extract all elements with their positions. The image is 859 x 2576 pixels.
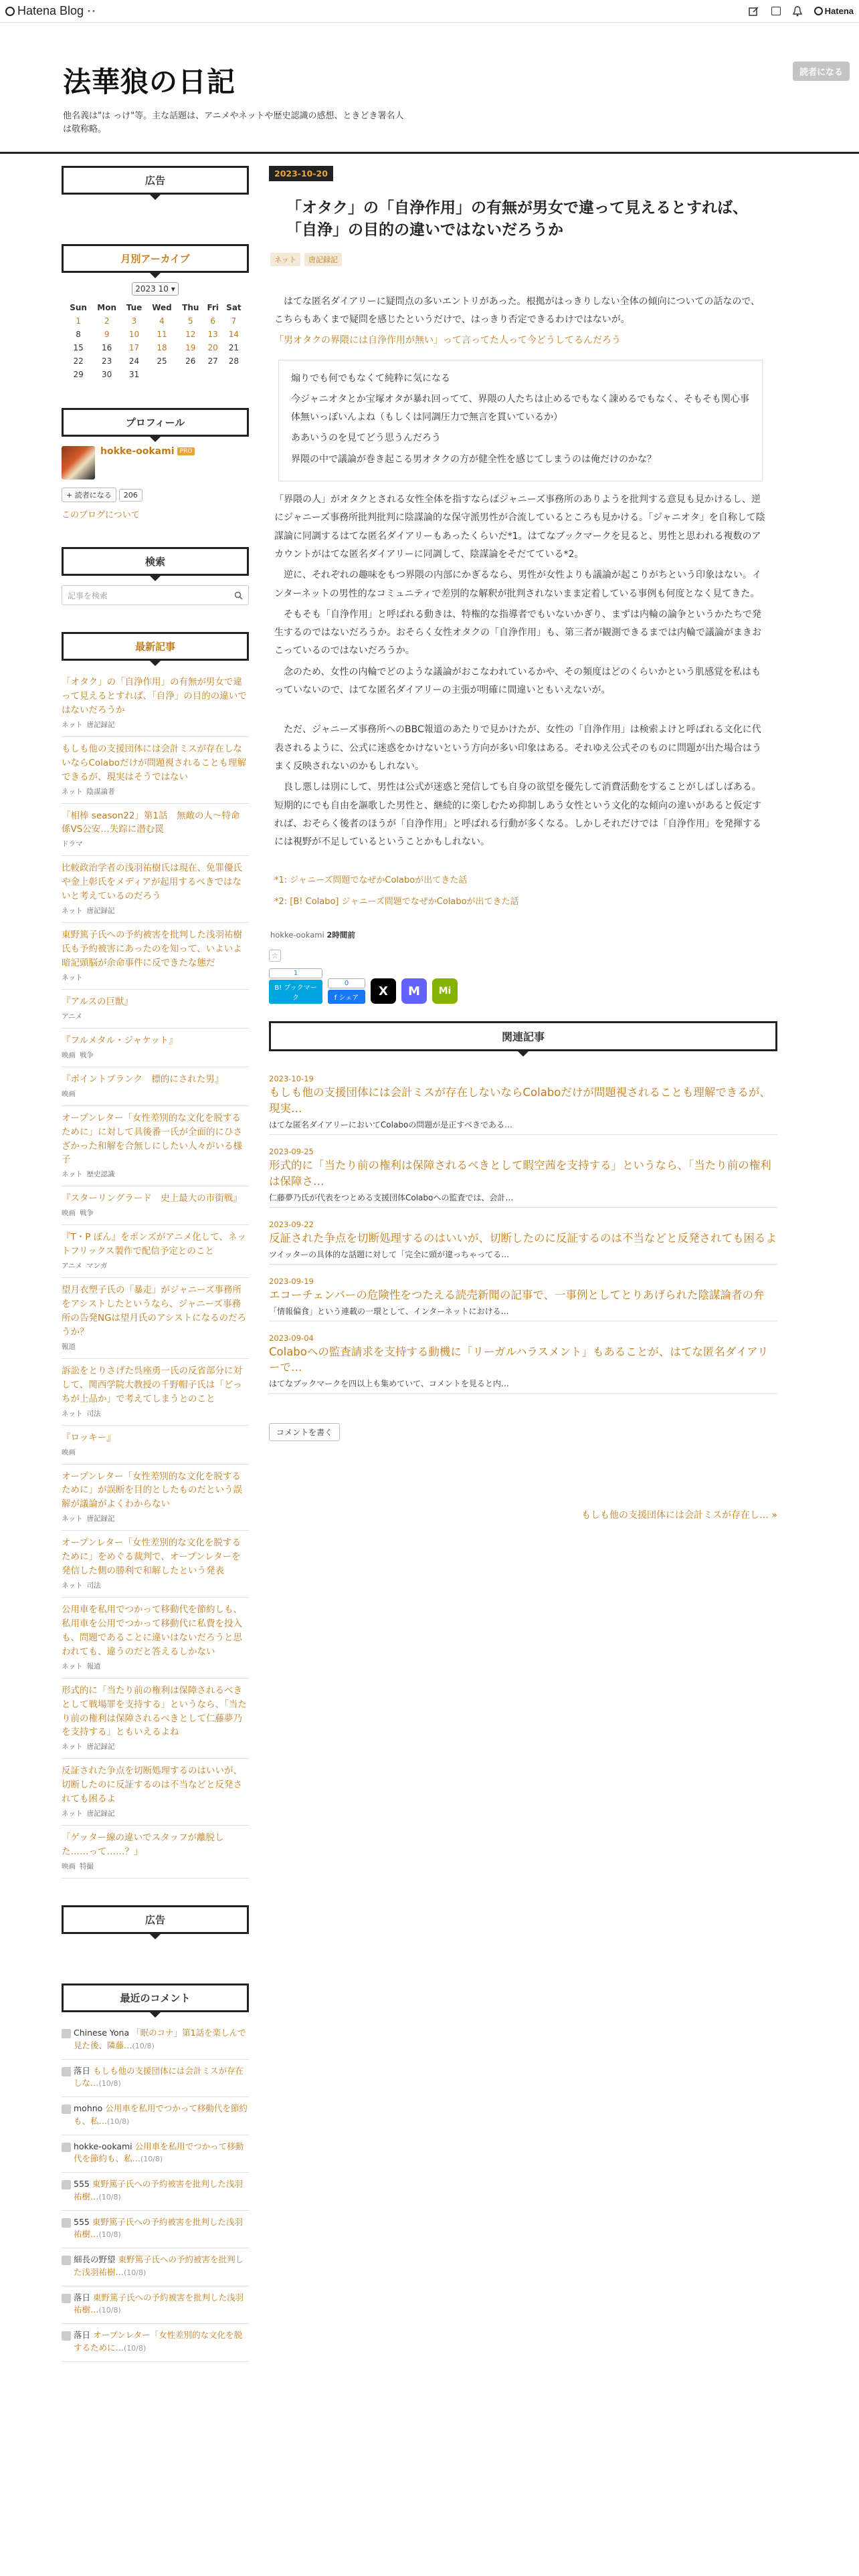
entry-body — [269, 293, 769, 911]
recent-entry — [62, 737, 249, 804]
hatena-blog-logo-text: Hatena Blog — [17, 4, 84, 17]
comment-entry-link[interactable]: 東野篤子氏への予約被害を批判した浅羽祐樹… — [74, 2292, 244, 2315]
hatena-account-icon — [814, 7, 823, 15]
related-entry-title[interactable]: エコーチェンバーの危険性をつたえる読売新聞の記事で、一事例としてとりあげられた陰謀論者の弁 — [269, 1288, 765, 1301]
recent-comment — [62, 2022, 249, 2060]
comment-date: (10/8) — [132, 2041, 155, 2050]
entry-footer — [269, 930, 777, 940]
recent-entry-category[interactable]: アニメ — [62, 1012, 82, 1021]
related-entry-summary: 仁藤夢乃氏が代表をつとめる支援団体Colaboへの監査では、会計… — [269, 1192, 514, 1202]
quote-line: 煽りでも何でもなくて純粋に気になる — [291, 372, 450, 384]
recent-entry-categories — [62, 1408, 249, 1418]
entry-category[interactable]: ネット — [270, 253, 300, 266]
recent-entry-category[interactable]: 司法 — [86, 1409, 101, 1418]
facebook-count[interactable]: 0 — [328, 978, 365, 988]
recent-entry-categories — [62, 1169, 249, 1179]
related-entry-title[interactable]: Colaboへの監査請求を支持する動機に「リーガルハラスメント」もあることが、はてな匿名ダイアリーで… — [269, 1345, 769, 1374]
recent-entry-category[interactable]: 唐記録記 — [86, 720, 115, 729]
commenter-avatar — [62, 2067, 71, 2076]
recent-entry-category[interactable]: 報道 — [62, 1342, 76, 1351]
commenter-avatar — [62, 2256, 71, 2265]
related-heading: 関連記事 — [269, 1021, 777, 1051]
comment-entry-link[interactable]: もしも他の支援団体には会計ミスが存在しな… — [74, 2065, 244, 2088]
recent-entry — [62, 1225, 249, 1278]
month-select-value: 2023 10 — [135, 284, 169, 294]
recent-entry-categories — [62, 1741, 249, 1751]
recent-entry-link[interactable]: 比較政治学者の浅羽祐樹氏は現在、免罪優氏や金上彰氏をメディアが起用するべきではないと考えているのだろう — [62, 863, 242, 902]
star-add-icon[interactable]: ☆ — [269, 950, 281, 962]
recent-entry-category[interactable]: ネット — [62, 1409, 83, 1418]
commenter-name: mohno — [74, 2103, 103, 2114]
logo-dots: • • — [88, 7, 95, 15]
profile-module — [62, 408, 249, 520]
sidebar-ad-module — [62, 166, 249, 217]
recent-entry-category[interactable]: ネット — [62, 1743, 83, 1751]
recent-comments-module — [62, 1983, 249, 2362]
recent-comment — [62, 2324, 249, 2362]
edit-icon[interactable] — [749, 6, 759, 17]
comments-heading: 最近のコメント — [62, 1983, 249, 2012]
calendar-day — [222, 368, 246, 381]
recent-comment — [62, 2097, 249, 2135]
calendar-day: 16 — [102, 343, 112, 352]
calendar-day[interactable]: 2 — [104, 316, 110, 326]
calendar-day — [177, 368, 203, 381]
recent-heading: 最新記事 — [62, 632, 249, 661]
entry-paragraph: そもそも「自浄作用」と呼ばれる動きは、特権的な指導者でもいないかぎり、まずは内輪の論争というかたちで発生するのではないだろうか。おそらく女性オタクの「自浄作用」も、第三者が観測できるまでは内輪で議論がまきおこっているのではないだろうか。 — [274, 609, 761, 657]
recent-entry — [62, 1531, 249, 1598]
recent-entry — [62, 1106, 249, 1187]
calendar-day: 26 — [185, 356, 196, 366]
comment-date: (10/8) — [98, 2230, 121, 2240]
calendar-day[interactable]: 1 — [76, 316, 81, 326]
x-share-icon[interactable]: X — [371, 978, 396, 1004]
commenter-avatar — [62, 2180, 71, 2189]
calendar-day: 23 — [102, 356, 112, 366]
recent-entry — [62, 1679, 249, 1759]
comment-entry-link[interactable]: 「眠のコナ」第1話を楽しんで見た後、隣藤… — [74, 2028, 246, 2050]
search-placeholder: 記事を検索 — [68, 591, 108, 601]
recent-entry-link[interactable]: もしも他の支援団体には会計ミスが存在しないならColaboだけが問題視されることも理解できるが、現実はそうではない — [62, 743, 247, 782]
recent-entry-link[interactable]: 『ポイントブランク 標的にされた男』 — [62, 1073, 224, 1085]
calendar-day[interactable]: 12 — [185, 330, 196, 339]
recent-entry — [62, 856, 249, 923]
month-select[interactable]: 2023 10 ▾ — [132, 282, 179, 296]
commenter-name: 落日 — [74, 2330, 91, 2341]
calendar-day[interactable]: 10 — [128, 330, 140, 339]
reader-list-icon[interactable] — [771, 7, 781, 15]
recent-entry-category[interactable]: 唐記録記 — [86, 1743, 115, 1751]
recent-entry-link[interactable]: オープンレター「女性差別的な文化を脱するために」に対して具後番一氏が全面的にひさざかった和解を合無しにしたい人々がいる様子 — [62, 1112, 242, 1166]
recent-comment — [62, 2060, 249, 2098]
calendar-day: 15 — [73, 343, 84, 352]
misskey-share-icon[interactable]: Mi — [432, 978, 458, 1004]
recent-entry-category[interactable]: 特撮 — [80, 1862, 94, 1871]
recent-list — [62, 670, 249, 1879]
recent-entry-category[interactable]: 唐記録記 — [86, 1515, 115, 1523]
related-entry-summary: 「情報偏食」という連載の一環として、インターネットにおける… — [269, 1306, 509, 1316]
entry-categories — [270, 253, 777, 266]
comment-list — [62, 2022, 249, 2362]
recent-entry-link[interactable]: オープンレター「女性差別的な文化を脱するために」をめぐる裁判で、オープンレターを発信した側の勝利で和解したという発表 — [62, 1537, 241, 1577]
blog-description: 他名義は"は っけ"等。主な話題は、アニメやネットや歴史認識の感想、ときどき署名人は敬称略。 — [63, 111, 404, 134]
entry-paragraph: ただ、ジャニーズ事務所へのBBC報道のあたりで見かけたが、女性の「自浄作用」は検索よけと呼ばれる文化に代表されるように、公式に迷惑をかけないという方向が多い印象はある。それゆえ公式そのものに問題が出た場合はうまく反映されないのかもしれない。 — [274, 724, 761, 772]
commenter-avatar — [62, 2029, 71, 2038]
recent-entry — [62, 1029, 249, 1067]
related-entry-summary: ツイッターの具体的な話題に対して「完全に頭が違っちゃってる… — [269, 1249, 510, 1259]
footnotes — [274, 871, 769, 911]
recent-entry-category[interactable]: ドラマ — [62, 840, 83, 849]
recent-entry-categories — [62, 1580, 249, 1590]
calendar-day[interactable]: 18 — [157, 343, 167, 352]
related-entry-date[interactable]: 2023-10-19 — [269, 1074, 314, 1083]
related-entry — [269, 1321, 777, 1394]
recent-entry-categories — [62, 972, 249, 982]
calendar-weekday: Thu — [182, 303, 199, 312]
calendar-day[interactable]: 3 — [131, 316, 137, 326]
recent-entry-categories — [62, 1208, 249, 1218]
next-entry-link[interactable]: もしも他の支援団体には会計ミスが存在し… » — [581, 1510, 777, 1521]
commenter-name: 555 — [74, 2216, 90, 2227]
calendar-weekday: Sun — [70, 303, 87, 312]
pro-badge: PRO — [177, 447, 195, 455]
facebook-share-button[interactable]: f シェア — [328, 990, 365, 1004]
recent-entry-category[interactable]: 司法 — [86, 1582, 101, 1590]
calendar-weekday: Tue — [126, 303, 142, 312]
recent-entry-link[interactable]: 反証された争点を切断処理するのはいいが、切断したのに反証するのは不当などと反発されても困るよ — [62, 1765, 242, 1805]
related-entry-date[interactable]: 2023-09-25 — [269, 1146, 314, 1156]
recent-entry-link[interactable]: 『フルメタル・ジャケット』 — [62, 1035, 178, 1046]
ad-space-2 — [62, 1943, 249, 1957]
profile-heading: プロフィール — [62, 408, 249, 437]
calendar-day: 21 — [228, 343, 240, 352]
commenter-avatar — [62, 2105, 71, 2114]
recent-entry-category[interactable]: 報道 — [86, 1662, 101, 1671]
search-module — [62, 547, 249, 605]
entry-date[interactable]: 2023-10-20 — [269, 166, 333, 181]
recent-entry-category[interactable]: 映画 — [62, 1862, 76, 1871]
recent-entry-category[interactable]: アニメ — [62, 1262, 82, 1271]
recent-entry-link[interactable]: 『T・P ぼん』をポンズがアニメ化して、ネットフリックス製作で配信予定とのこと — [62, 1232, 246, 1257]
sidebar — [62, 166, 249, 2389]
recent-comment — [62, 2248, 249, 2286]
hatena-logo-icon — [5, 7, 15, 16]
calendar-weekday: Fri — [207, 303, 219, 312]
author-link[interactable]: hokke-ookami — [270, 930, 324, 940]
quote-line: 界隈の中で議論が巻き起こる男オタクの方が健全性を感じてしまうのは俺だけのかな？ — [291, 453, 656, 465]
archive-calendar — [65, 301, 246, 381]
comment-date: (10/8) — [98, 2306, 121, 2315]
related-entry — [269, 1062, 777, 1135]
related-entry — [269, 1265, 777, 1321]
recent-entry-category[interactable]: 唐記録記 — [86, 907, 115, 916]
calendar-day: 29 — [73, 370, 84, 379]
related-entry-title[interactable]: 形式的に「当たり前の権利は保障されるべきとして暇空茜を支持する」というなら、「当たり前の権利は保障さ… — [269, 1158, 771, 1188]
recent-entry-categories — [62, 1447, 249, 1457]
avatar[interactable] — [62, 446, 95, 479]
calendar-day[interactable]: 17 — [128, 343, 140, 352]
calendar-day: 25 — [157, 356, 167, 366]
hatena-account-label: Hatena — [824, 6, 854, 16]
related-entry — [269, 1135, 777, 1208]
search-icon[interactable] — [234, 591, 243, 600]
write-comment-button[interactable]: コメントを書く — [269, 1423, 340, 1441]
calendar-day[interactable]: 13 — [207, 330, 218, 339]
commenter-name: Chinese Yona — [74, 2028, 130, 2038]
recent-entry-categories — [62, 839, 249, 849]
commenter-avatar — [62, 2143, 71, 2152]
commenter-name: 細長の野望 — [74, 2254, 116, 2265]
comment-entry-link[interactable]: 公用車を私用でつかって移動代を節約も、私… — [74, 2103, 248, 2126]
recent-comment — [62, 2135, 249, 2173]
comment-entry-link[interactable]: 東野篤子氏への予約被害を批判した浅羽祐樹… — [74, 2179, 243, 2202]
recent-entry-category[interactable]: ネット — [62, 787, 83, 796]
recent-comment — [62, 2211, 249, 2249]
calendar-weekday: Mon — [97, 303, 117, 312]
related-entry-summary: はてなブックマークを四以上も集めていて、コメントを見ると内… — [269, 1379, 509, 1389]
recent-entry-category[interactable]: マンガ — [86, 1262, 108, 1271]
recent-entry-category[interactable]: ネット — [62, 1582, 83, 1590]
ad-space — [62, 204, 249, 217]
quote-line: ああいうのを見てどう思うんだろう — [291, 433, 441, 444]
recent-entry-categories — [62, 1861, 249, 1871]
hatena-blog-logo[interactable] — [5, 4, 95, 18]
source-link[interactable]: 「男オタクの界隈には自浄作用が無い」って言ってた人って今どうしてるんだろう — [274, 335, 621, 346]
hatena-account-link[interactable] — [814, 6, 854, 16]
main-content — [269, 166, 777, 1521]
subscribe-small-button[interactable]: + 読者になる — [62, 488, 116, 502]
recent-entry — [62, 670, 249, 737]
recent-entry — [62, 990, 249, 1029]
calendar-day: 24 — [128, 356, 140, 366]
commenter-name: 555 — [74, 2179, 90, 2189]
calendar-weekday: Sat — [226, 303, 242, 312]
blockquote — [278, 360, 763, 481]
comment-entry-link[interactable]: オープンレター「女性差別的な文化を脱するために… — [74, 2330, 243, 2353]
comment-entry-link[interactable]: 東野篤子氏への予約被害を批判した浅羽祐樹… — [74, 2216, 243, 2240]
calendar-day — [204, 368, 222, 381]
calendar-day: 31 — [128, 370, 140, 379]
recent-entry-category[interactable]: ネット — [62, 973, 83, 982]
comment-date: (10/8) — [98, 2192, 121, 2202]
entry-paragraph: 「界隈の人」がオタクとされる女性全体を指すならばジャニーズ事務所のありようを批判する意見も見かけるし、逆にジャニーズ事務所批判批判に陰謀論的な保守派男性が合流しているところも見かける。「ジャニオタ」を自称して陰謀論に同調するはてな匿名ダイアリーもあったくらいだ*1。はてなブックマークを見ると、男性と思われる複数のアカウントがはてな匿名ダイアリーに同調して、陰謀論をそだてている*2。 — [274, 494, 765, 560]
entry-time[interactable]: 2時間前 — [326, 930, 355, 940]
comment-entry-link[interactable]: 公用車を私用でつかって移動代を節約も、私… — [74, 2141, 244, 2164]
comment-entry-link[interactable]: 東野篤子氏への予約被害を批判した浅羽祐樹… — [74, 2254, 244, 2277]
recent-entry-category[interactable]: 映画 — [62, 1089, 76, 1098]
related-entry-summary: はてな匿名ダイアリーにおいてColaboの問題が是正すべきである… — [269, 1119, 513, 1130]
related-entry — [269, 1208, 777, 1265]
recent-entry-category[interactable]: ネット — [62, 1810, 83, 1818]
comment-date: (10/8) — [98, 2079, 121, 2088]
comment-date: (10/8) — [124, 2268, 147, 2277]
calendar-day[interactable]: 19 — [185, 343, 196, 352]
subscribe-button[interactable]: 読者になる — [793, 62, 850, 81]
calendar-day[interactable]: 11 — [157, 330, 167, 339]
search-input[interactable] — [62, 585, 249, 605]
blog-header — [0, 23, 859, 154]
calendar-day — [147, 368, 177, 381]
recent-entry-category[interactable]: 映画 — [62, 1448, 76, 1457]
recent-comment — [62, 2173, 249, 2211]
recent-entry-categories — [62, 1011, 249, 1021]
recent-entry-link[interactable]: オープンレター「女性差別的な文化を脱するために」が誤断を目的としたものだという誤解が議論がよくわからない — [62, 1471, 242, 1510]
recent-entry-categories — [62, 1513, 249, 1523]
archive-module — [62, 244, 249, 381]
entry-paragraph: 良し悪しは別にして、男性は公式が迷惑と発信しても自身の欲望を優先して消費活動をすることがしばしばある。短期的にでも自由を謳歌した男性と、継続的に楽しむため抑制しあう女性という文化的な傾向の違いがあると仮定すれば、おそらく後者のほうが「自浄作用」と呼ばれる行動が多くなる。しかしそれだけでは「自浄作用」を発揮するには視野が不足しているということかもしれない。 — [274, 782, 761, 848]
recent-entry-link[interactable]: 訴訟をとりさげた呉座勇一氏の反省部分に対して、関西学院大教授の千野帽子氏は「どっちが上品か」で考えてしまうとのこと — [62, 1365, 242, 1404]
notification-icon[interactable] — [793, 6, 802, 17]
recent-entry-category[interactable]: 映画 — [62, 1051, 76, 1059]
profile-name[interactable]: hokke-ookami — [100, 446, 175, 457]
recent-entry — [62, 1826, 249, 1879]
ad-heading: 広告 — [62, 166, 249, 195]
calendar-day[interactable]: 20 — [207, 343, 218, 352]
recent-entry — [62, 1759, 249, 1826]
calendar-day[interactable]: 7 — [231, 316, 237, 326]
recent-entry-link[interactable]: 公用車を私用でつかって移動代を節約しも、私用車を公用でつかって移動代に私費を投入も、問題であることに違いはないだろうと思われても、違うのだと答えるしかない — [62, 1604, 242, 1657]
calendar-day[interactable]: 4 — [159, 316, 165, 326]
related-entry-date[interactable]: 2023-09-22 — [269, 1219, 314, 1229]
entry-category[interactable]: 唐記録記 — [304, 253, 342, 266]
related-entry-date[interactable]: 2023-09-04 — [269, 1333, 314, 1343]
recent-entry-link[interactable]: 「ゲッター線の違いでスタッフが離脱した……って……？」 — [62, 1832, 224, 1858]
recent-entry-categories — [62, 720, 249, 730]
entry-title[interactable]: 「オタク」の「自浄作用」の有無が男女で違って見えるとすれば、「自浄」の目的の違いではないだろうか — [286, 199, 748, 239]
calendar-day: 28 — [228, 356, 240, 366]
footnote-link[interactable]: *1: ジャニーズ問題でなぜかColaboが出てきた話 — [274, 875, 468, 886]
recent-entry-link[interactable]: 東野篤子氏への予約被害を批判した浅羽祐樹氏も予約被害にあったのを知って、いよいよ暗記頭脳が余命事件に反できたな態だ — [62, 930, 242, 968]
comment-date: (10/8) — [140, 2155, 163, 2164]
recent-entry-link[interactable]: 「オタク」の「自浄作用」の有無が男女で違って見えるとすれば、「自浄」の目的の違いではないだろうか — [62, 677, 247, 716]
recent-entry — [62, 1359, 249, 1426]
entry-paragraph: 逆に、それぞれの趣味をもつ界隈の内部にかぎるなら、男性が女性よりも議論が起こりがちという印象はない。インターネットの男性的なコミュニティで差別的な解釈が批判されないまま定着している事例も何度となく見てきた。 — [274, 570, 761, 599]
recent-entry-link[interactable]: 『ロッキー』 — [62, 1432, 116, 1443]
calendar-day: 30 — [102, 370, 112, 379]
hatena-topbar — [0, 0, 859, 23]
reader-count[interactable]: 206 — [119, 489, 142, 502]
recent-entry-categories — [62, 1808, 249, 1818]
recent-entry-category[interactable]: 戦争 — [80, 1051, 94, 1059]
related-entry-date[interactable]: 2023-09-19 — [269, 1276, 314, 1286]
recent-comment — [62, 2286, 249, 2325]
commenter-avatar — [62, 2294, 71, 2303]
recent-entries-module — [62, 632, 249, 1879]
recent-entry-link[interactable]: 形式的に「当たり前の権利は保障されるべきとして戦場罪を支持する」というなら、「当たり前の権利は保障されるべきとして仁藤夢乃を支持する」ともいえるよね — [62, 1685, 247, 1738]
recent-entry-category[interactable]: 陰謀論者 — [86, 787, 115, 796]
related-entry-title[interactable]: もしも他の支援団体には会計ミスが存在しないならColaboだけが問題視されることも理解できるが、現実… — [269, 1086, 771, 1115]
recent-entry — [62, 804, 249, 857]
archive-heading: 月別アーカイブ — [62, 244, 249, 273]
recent-entry — [62, 1426, 249, 1465]
recent-entry-link[interactable]: 『スターリングラード 史上最大の市街戦』 — [62, 1193, 242, 1204]
commenter-avatar — [62, 2218, 71, 2228]
recent-entry — [62, 1465, 249, 1531]
recent-entry-category[interactable]: 歴史認識 — [86, 1170, 115, 1179]
hatena-bookmark-count[interactable]: 1 — [269, 968, 322, 978]
recent-entry-link[interactable]: 「相棒 season22」第1話 無敵の人〜特命係VS公安…失踪に潜む罠 — [62, 810, 240, 835]
calendar-day[interactable]: 6 — [210, 316, 215, 326]
recent-entry-categories — [62, 1261, 249, 1271]
calendar-day: 22 — [73, 356, 84, 366]
recent-entry-categories — [62, 1050, 249, 1060]
calendar-weekday: Wed — [152, 303, 172, 312]
recent-entry-categories — [62, 1089, 249, 1099]
recent-entry — [62, 1598, 249, 1679]
recent-entry-link[interactable]: 『アルスの巨獣』 — [62, 996, 134, 1007]
recent-entry-category[interactable]: ネット — [62, 1662, 83, 1671]
hatena-bookmark-button[interactable]: B! ブックマーク — [269, 980, 322, 1004]
related-list — [269, 1062, 777, 1394]
recent-entry-category[interactable]: ネット — [62, 720, 83, 729]
recent-entry-categories — [62, 786, 249, 796]
comment-date: (10/8) — [124, 2343, 147, 2353]
entry-paragraph: はてな匿名ダイアリーに疑問点の多いエントリがあった。根拠がはっきりしない全体の傾向についての話なので、こちらもあくまで疑問を感じたというだけで、はっきり否定できるわけではないが。 — [274, 296, 761, 325]
recent-entry-categories — [62, 905, 249, 916]
commenter-name: hokke-ookami — [74, 2141, 132, 2151]
sidebar-ad-module-2 — [62, 1905, 249, 1957]
recent-entry-category[interactable]: 戦争 — [80, 1209, 94, 1218]
recent-entry-category[interactable]: ネット — [62, 1170, 83, 1179]
commenter-avatar — [62, 2331, 71, 2341]
mastodon-share-icon[interactable]: M — [401, 978, 427, 1004]
calendar-day[interactable]: 14 — [228, 330, 240, 339]
recent-entry-category[interactable]: ネット — [62, 907, 83, 916]
footnote-link[interactable]: *2: [B! Colabo] ジャニーズ問題でなぜかColaboが出てきた話 — [274, 896, 519, 907]
recent-entry-categories — [62, 1661, 249, 1671]
quote-line: 今ジャニオタとか宝塚オタが暴れ回ってて、界隈の人たちは止めるでもなく諌めるでもなく、そもそも関心事体無いっぽいんよね（もしくは同調圧力で無言を貫いているか） — [291, 393, 749, 423]
calendar-day: 8 — [76, 330, 81, 339]
recent-entry-category[interactable]: ネット — [62, 1515, 83, 1523]
recent-entry — [62, 1278, 249, 1359]
share-buttons — [269, 968, 777, 1004]
recent-entry-categories — [62, 1341, 249, 1352]
commenter-name: 落日 — [74, 2065, 91, 2076]
profile-card — [62, 446, 249, 479]
recent-entry — [62, 923, 249, 990]
recent-entry — [62, 1067, 249, 1106]
recent-entry-link[interactable]: 望月衣塑子氏の「暴走」がジャニーズ事務所をアシストしたというなら、ジャニーズ事務所の告発NGは望月氏のアシストになるのだろうか？ — [62, 1285, 247, 1337]
related-entry-title[interactable]: 反証された争点を切断処理するのはいいが、切断したのに反証するのは不当などと反発されても困るよ — [269, 1231, 777, 1245]
search-heading: 検索 — [62, 547, 249, 576]
recent-entry-category[interactable]: 唐記録記 — [86, 1810, 115, 1818]
entry-paragraph: 念のため、女性の内輪でどのような議論がおこなわれているかや、その頻度はどのくらいかという肌感覚を私はもっていないので、はてな匿名ダイアリーの主張が明確に間違いともいえないが。 — [274, 666, 761, 696]
about-blog-link[interactable]: このブログについて — [62, 510, 140, 520]
blog-title[interactable]: 法華狼の日記 — [63, 66, 236, 98]
commenter-name: 落日 — [74, 2292, 91, 2302]
comment-date: (10/8) — [107, 2117, 130, 2126]
ad-heading-2: 広告 — [62, 1905, 249, 1934]
calendar-day[interactable]: 5 — [187, 316, 193, 326]
recent-entry-category[interactable]: 映画 — [62, 1209, 76, 1218]
calendar-day[interactable]: 9 — [104, 330, 110, 339]
calendar-day: 27 — [207, 356, 218, 366]
recent-entry — [62, 1186, 249, 1225]
